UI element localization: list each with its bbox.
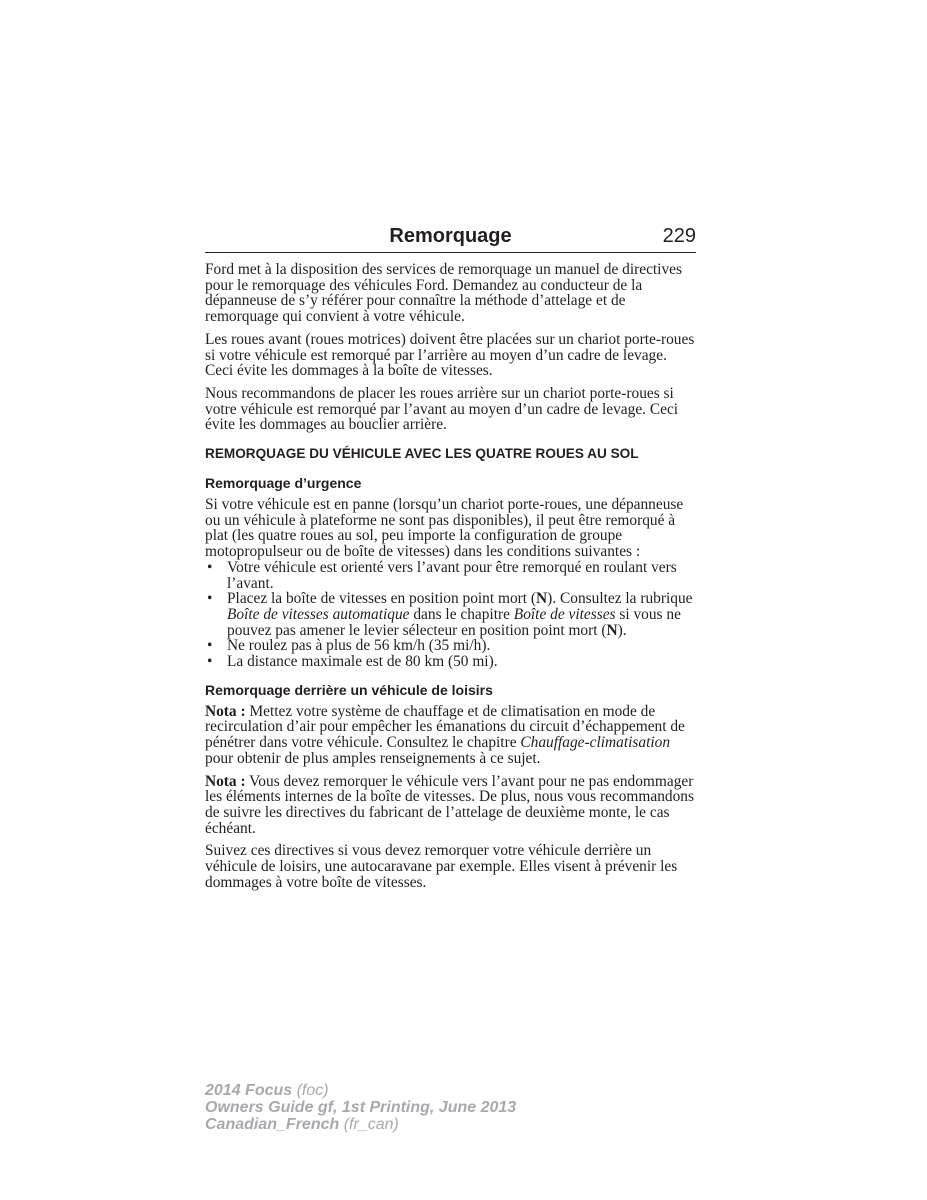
footer-line [205,1116,516,1133]
list-item [205,654,696,670]
page-title: Remorquage [389,225,512,247]
gear-neutral-label: N [536,590,548,608]
footer-model: 2014 Focus [205,1082,293,1099]
gear-neutral-label: N [606,621,618,639]
footer-line: Owners Guide gf, 1st Printing, June 2013 [205,1099,517,1116]
main-content [205,262,696,898]
list-item-text: Ne roulez pas à plus de 56 km/h (35 mi/h). [227,637,491,655]
note-text: Vous devez remorquer le véhicule vers l’avant pour ne pas endommager les éléments internes de la boîte de vitesses. De plus, nous vous recommandons de suivre les directives du fabricant de l’attelage de deuxième monte, le cas échéant. [205,772,694,837]
print-footer [205,1082,516,1133]
emergency-towing-paragraph: Si votre véhicule est en panne (lorsqu’un chariot porte-roues, une dépanneuse ou un véhicule à plateforme ne sont pas disponibles), il peut être remorqué à plat (les quatre roues au sol, peu importe la configuration de groupe motopropulseur ou de boîte de vitesses) dans les conditions suivantes : [205,496,684,561]
page-number: 229 [662,225,696,247]
bullet-icon: • [207,637,213,655]
footer-code: (foc) [292,1082,329,1099]
footer-language: Canadian_French [205,1116,340,1133]
note-paragraph [205,704,696,767]
list-item [205,591,696,638]
bullet-icon: • [207,558,213,576]
note-label: Nota : [205,702,246,720]
intro-paragraph: Ford met à la disposition des services de remorquage un manuel de directives pour le remorquage des véhicules Ford. Demandez au conducteur de la dépanneuse de s’y référer pour connaître la méthode d’attelage et de remorquage qui convient à votre véhicule. [205,261,682,326]
note-paragraph [205,774,696,837]
closing-paragraph: Suivez ces directives si vous devez remorquer votre véhicule derrière un véhicule de loisirs, une autocaravane par exemple. Elles visent à prévenir les dommages à votre boîte de vitesses. [205,842,678,891]
rv-towing-heading: Remorquage derrière un véhicule de loisirs [205,681,493,698]
section-heading: REMORQUAGE DU VÉHICULE AVEC LES QUATRE ROUES AU SOL [205,446,639,462]
list-item-text: dans le chapitre [409,605,514,623]
list-item [205,560,696,591]
list-item-text: La distance maximale est de 80 km (50 mi). [227,653,498,671]
footer-line [205,1082,516,1099]
intro-paragraph: Les roues avant (roues motrices) doivent être placées sur un chariot porte-roues si votre véhicule est remorqué par l’arrière au moyen d’un cadre de levage. Ceci évite les dommages à la boîte de vitesses. [205,330,695,380]
list-item-text: Votre véhicule est orienté vers l’avant pour être remorqué en roulant vers l’avant. [227,558,677,592]
note-text: pour obtenir de plus amples renseignements à ce sujet. [205,749,541,767]
page-header [205,222,696,253]
cross-reference: Boîte de vitesses automatique [227,605,410,623]
note-label: Nota : [205,772,246,790]
cross-reference: Chauffage-climatisation [520,734,671,752]
bullet-icon: • [207,590,213,608]
list-item-text: si vous ne pouvez pas amener le levier sélecteur en position point mort ( [227,605,681,639]
list-item-text: Placez la boîte de vitesses en position point mort ( [227,590,537,608]
emergency-towing-heading: Remorquage d’urgence [205,475,362,492]
list-item-text: ). Consultez la rubrique [547,590,693,608]
conditions-list [205,560,696,670]
note-text: Mettez votre système de chauffage et de climatisation en mode de recirculation d’air pour empêcher les émanations du circuit d’échappement de pénétrer dans votre véhicule. Consultez le chapitre [205,702,685,752]
cross-reference: Boîte de vitesses [513,605,616,623]
bullet-icon: • [207,653,213,671]
intro-paragraph: Nous recommandons de placer les roues arrière sur un chariot porte-roues si votre véhicule est remorqué par l’avant au moyen d’un cadre de levage. Ceci évite les dommages au bouclier arrière. [205,384,679,434]
footer-code: (fr_can) [339,1116,399,1133]
list-item [205,638,696,654]
list-item-text: ). [617,621,627,639]
